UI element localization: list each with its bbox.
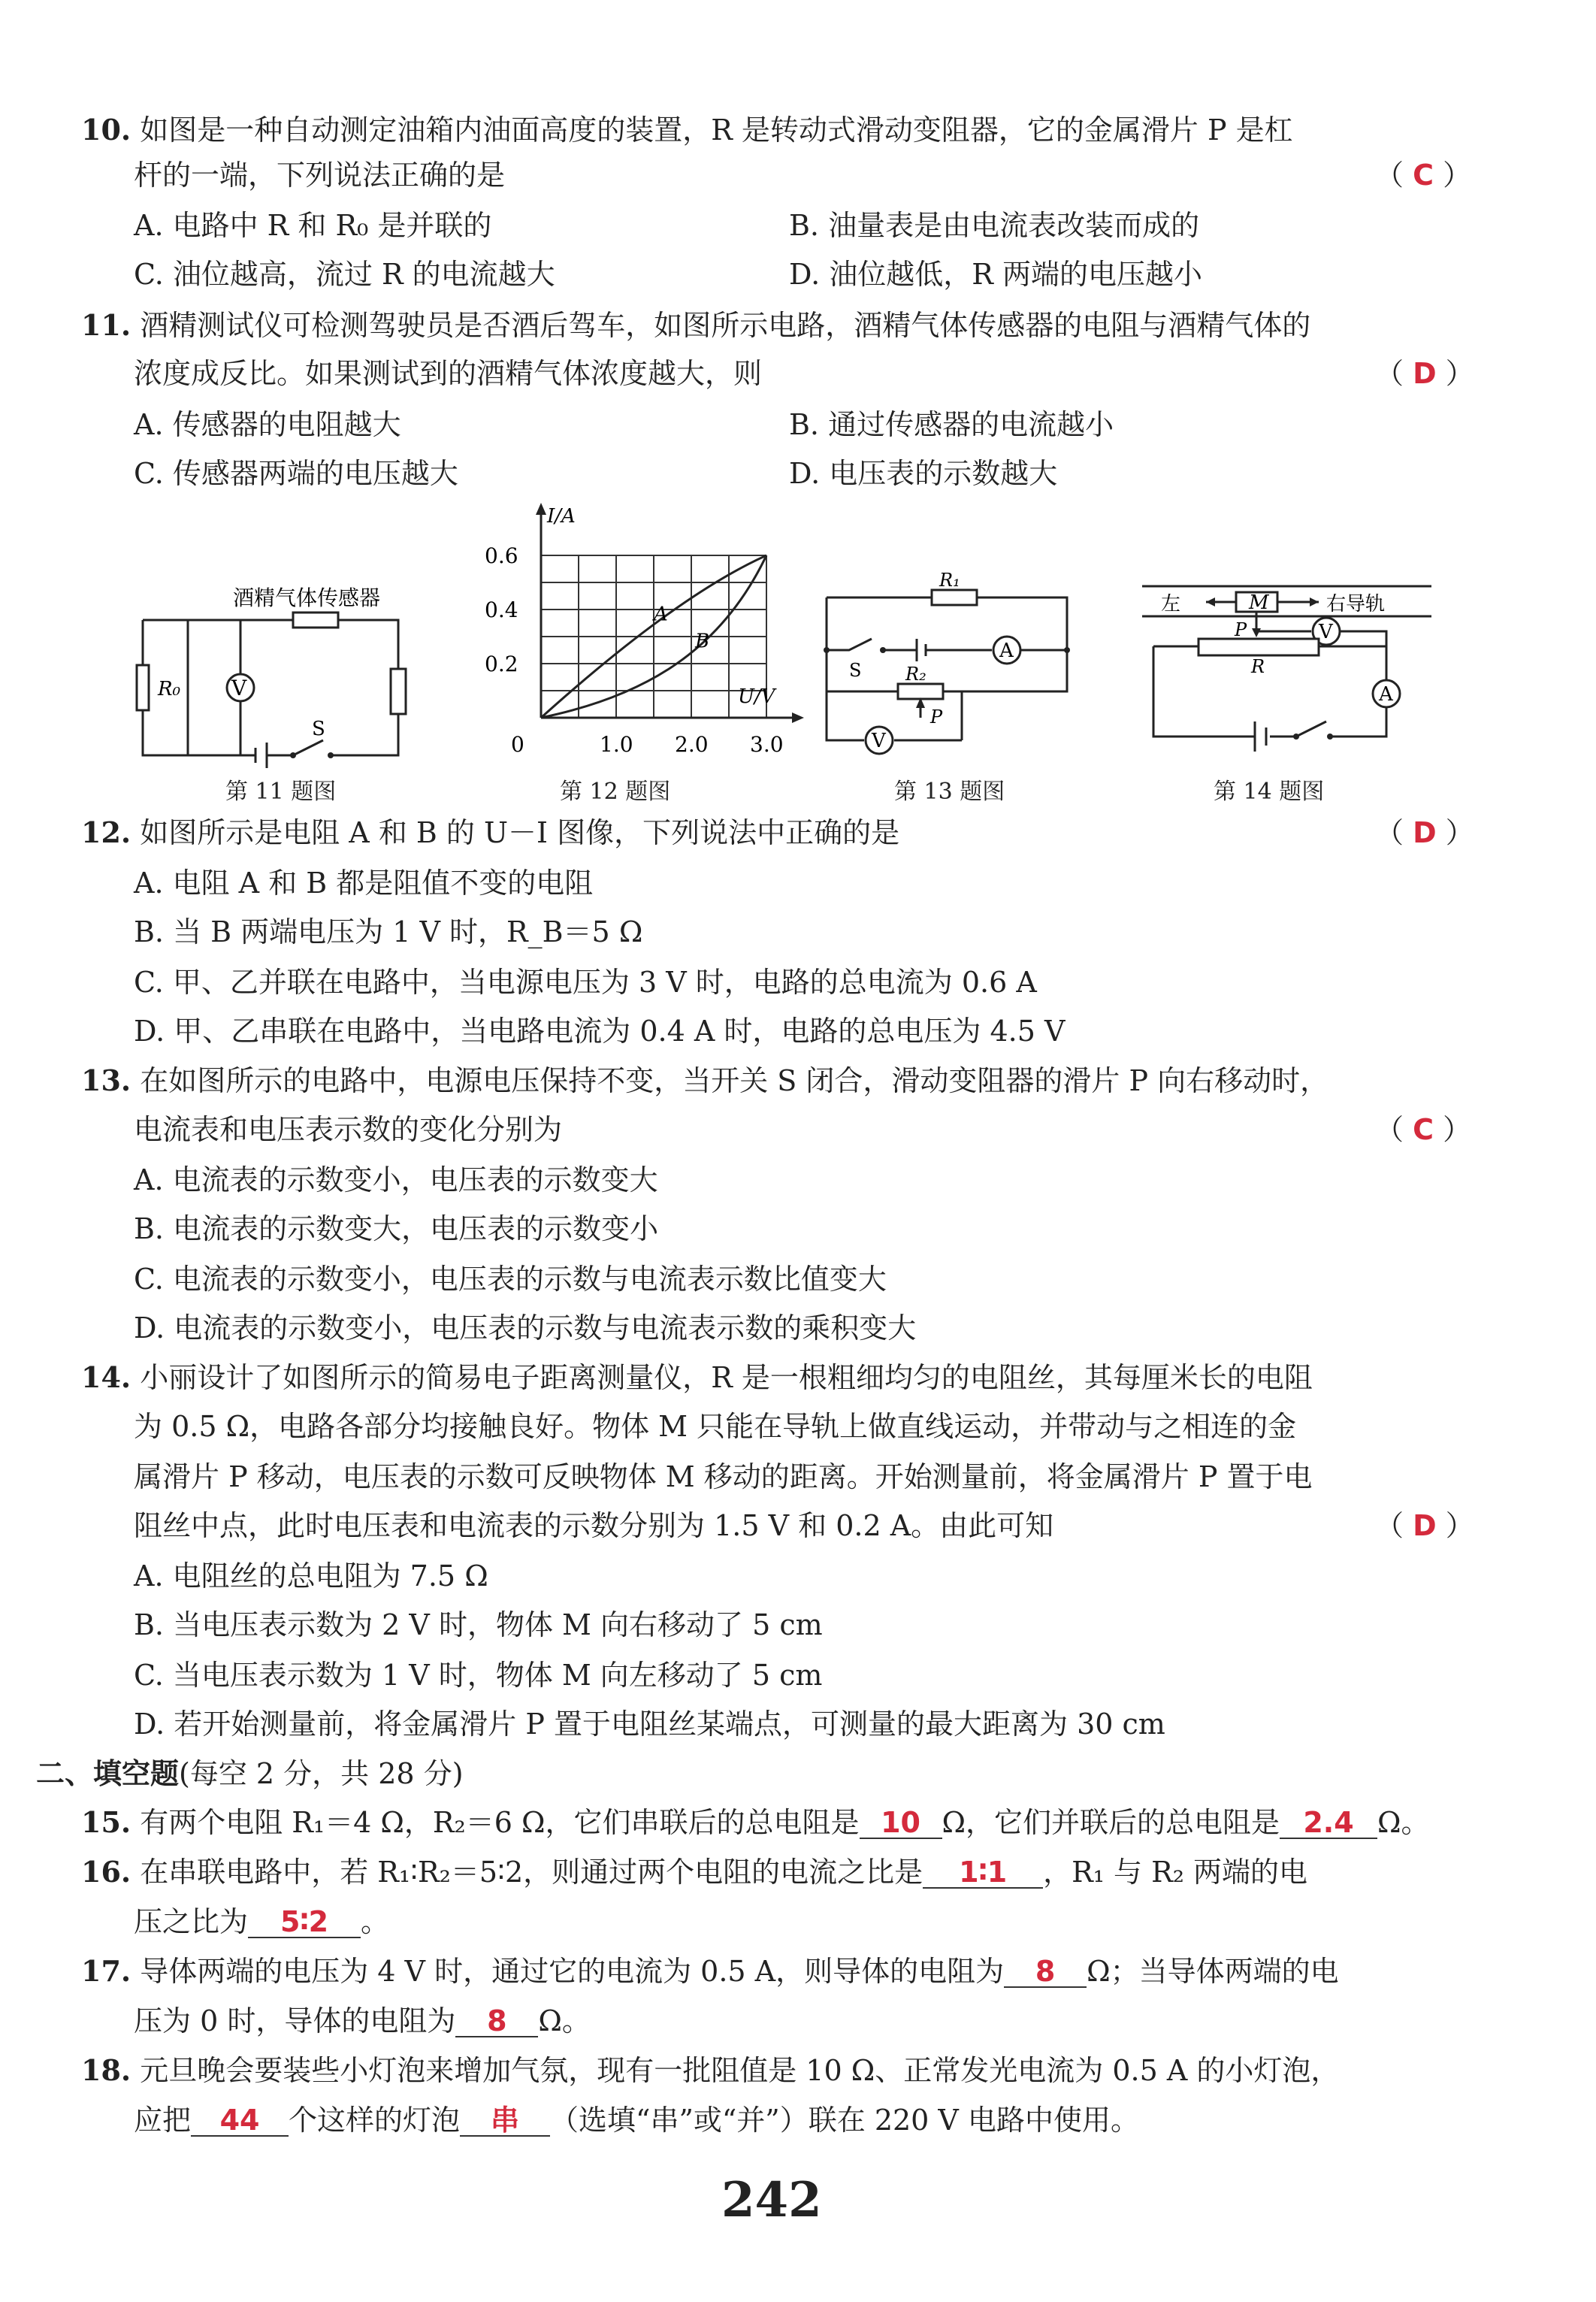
q16-blank2: 5∶2 [248, 1907, 361, 1938]
q10-option-a: A. 电路中 R 和 R₀ 是并联的 [134, 209, 492, 242]
q12-option-d: D. 甲、乙串联在电路中，当电路电流为 0.4 A 时，电路的总电压为 4.5 V [134, 1015, 1066, 1048]
q10-line1: 10. 如图是一种自动测定油箱内油面高度的装置，R 是转动式滑动变阻器，它的金属滑片 P 是杠 [81, 113, 1293, 147]
q10-line2: 杆的一端，下列说法正确的是 [134, 159, 506, 192]
q14-option-b: B. 当电压表示数为 2 V 时，物体 M 向右移动了 5 cm [134, 1608, 823, 1641]
q15: 15. 有两个电阻 R₁＝4 Ω，R₂＝6 Ω，它们串联后的总电阻是 10 Ω，它们并联后的总电阻是 2.4 Ω。 [81, 1805, 1430, 1839]
q10-option-c: C. 油位越高，流过 R 的电流越大 [134, 258, 555, 291]
fig13-switch-label: S [849, 660, 862, 681]
q10-option-d: D. 油位越低，R 两端的电压越小 [789, 258, 1202, 291]
q13-answer: （ C ） [1375, 1113, 1472, 1146]
q11-answer: （ D ） [1375, 357, 1474, 390]
fig11-voltmeter-label: V [231, 676, 247, 700]
fig14-p-label: P [1235, 619, 1247, 640]
q14-line1: 14. 小丽设计了如图所示的简易电子距离测量仪，R 是一根粗细均匀的电阻丝，其每厘米长的电阻 [81, 1360, 1313, 1394]
q13-option-b: B. 电流表的示数变大，电压表的示数变小 [134, 1212, 659, 1245]
x-axis-arrow [792, 712, 804, 723]
q18-blank1: 44 [191, 2105, 289, 2137]
q14-option-a: A. 电阻丝的总电阻为 7.5 Ω [134, 1559, 488, 1593]
x-axis-label: U/V [738, 685, 775, 708]
fig14-circuit [1138, 579, 1439, 759]
q13-line2: 电流表和电压表示数的变化分别为 [134, 1113, 563, 1146]
q11-option-b: B. 通过传感器的电流越小 [789, 408, 1114, 441]
q10-answer: （ C ） [1375, 159, 1472, 192]
y-tick-label: 0.4 [485, 597, 518, 622]
fig14-caption: 第 14 题图 [1214, 779, 1325, 805]
y-tick-label: 0.2 [485, 652, 518, 676]
q13-option-c: C. 电流表的示数变小，电压表的示数与电流表示数比值变大 [134, 1263, 887, 1296]
fig14-left-label: 左 [1161, 593, 1181, 616]
q17-line2: 压为 0 时，导体的电阻为 8 Ω。 [134, 2004, 591, 2037]
page-number: 242 [721, 2172, 822, 2228]
fig14-rail-label: 右导轨 [1326, 593, 1386, 616]
curve-b-label: B [695, 630, 710, 653]
q17-blank1: 8 [1004, 1956, 1087, 1988]
fig11-switch-label: S [312, 718, 325, 740]
fig13-slider-label: P [930, 706, 943, 728]
q12-option-c: C. 甲、乙并联在电路中，当电源电压为 3 V 时，电路的总电流为 0.6 A [134, 966, 1037, 999]
q12-answer: （ D ） [1375, 816, 1474, 849]
q11-option-a: A. 传感器的电阻越大 [134, 408, 401, 441]
fig11-r0-label: R₀ [158, 678, 180, 700]
q15-blank1: 10 [860, 1807, 942, 1839]
q14-answer: （ D ） [1375, 1509, 1474, 1542]
fig11-circuit [143, 579, 428, 767]
q13-option-a: A. 电流表的示数变小，电压表的示数变大 [134, 1163, 658, 1196]
q14-line3: 属滑片 P 移动，电压表的示数可反映物体 M 移动的距离。开始测量前，将金属滑片 P 置于电 [134, 1460, 1313, 1493]
q18-blank2: 串 [460, 2105, 550, 2137]
q10-option-b: B. 油量表是由电流表改装而成的 [789, 209, 1200, 242]
q11-option-d: D. 电压表的示数越大 [789, 457, 1058, 490]
q18-line2: 应把 44 个这样的灯泡 串 （选填“串”或“并”）联在 220 V 电路中使用。 [134, 2104, 1139, 2137]
q17-line1: 17. 导体两端的电压为 4 V 时，通过它的电流为 0.5 A，则导体的电阻为 8 Ω；当导体两端的电 [81, 1954, 1339, 1988]
fig13-circuit [819, 570, 1090, 759]
fig13-r1-label: R₁ [939, 570, 960, 591]
fig13-ammeter-label: A [999, 640, 1014, 662]
q14-option-d: D. 若开始测量前，将金属滑片 P 置于电阻丝某端点，可测量的最大距离为 30 cm [134, 1708, 1165, 1741]
q13-line1: 13. 在如图所示的电路中，电源电压保持不变，当开关 S 闭合，滑动变阻器的滑片 P 向右移动时， [81, 1063, 1329, 1097]
x-tick-label: 1.0 [600, 732, 633, 757]
q12-line1: 12. 如图所示是电阻 A 和 B 的 U－I 图像，下列说法中正确的是 [81, 815, 900, 849]
q18-line1: 18. 元旦晚会要装些小灯泡来增加气氛，现有一批阻值是 10 Ω、正常发光电流为 0.5 A 的小灯泡， [81, 2053, 1340, 2087]
origin-label: 0 [511, 732, 524, 757]
x-tick-label: 2.0 [675, 732, 709, 757]
section2-heading: 二、填空题(每空 2 分，共 28 分) [36, 1756, 464, 1790]
q14-line4: 阻丝中点，此时电压表和电流表的示数分别为 1.5 V 和 0.2 A。由此可知 [134, 1509, 1054, 1542]
fig14-r-label: R [1251, 656, 1265, 677]
y-tick-label: 0.6 [485, 543, 518, 568]
y-axis-label: I/A [547, 505, 576, 528]
q14-option-c: C. 当电压表示数为 1 V 时，物体 M 向左移动了 5 cm [134, 1659, 823, 1692]
curve-a-label: A [654, 603, 668, 626]
q13-option-d: D. 电流表的示数变小，电压表的示数与电流表示数的乘积变大 [134, 1311, 917, 1345]
q14-line2: 为 0.5 Ω，电路各部分均接触良好。物体 M 只能在导轨上做直线运动，并带动与之相连的金 [134, 1410, 1297, 1443]
q12-option-a: A. 电阻 A 和 B 都是阻值不变的电阻 [134, 867, 594, 900]
fig11-sensor-label: 酒精气体传感器 [233, 585, 381, 610]
fig14-ammeter-label: A [1379, 683, 1393, 706]
fig13-voltmeter-label: V [872, 730, 886, 752]
q16-line1: 16. 在串联电路中，若 R₁∶R₂＝5∶2，则通过两个电阻的电流之比是 1∶1 ，R₁ 与 R₂ 两端的电 [81, 1855, 1308, 1889]
q17-blank2: 8 [455, 2006, 538, 2037]
fig12-caption: 第 12 题图 [560, 779, 671, 805]
q11-line1: 11. 酒精测试仪可检测驾驶员是否酒后驾车，如图所示电路，酒精气体传感器的电阻与酒精气体的 [81, 308, 1311, 342]
q12-option-b: B. 当 B 两端电压为 1 V 时，R_B＝5 Ω [134, 915, 643, 948]
x-tick-label: 3.0 [750, 732, 784, 757]
q11-option-c: C. 传感器两端的电压越大 [134, 457, 458, 490]
fig13-caption: 第 13 题图 [894, 779, 1005, 805]
q16-blank1: 1∶1 [923, 1857, 1043, 1889]
y-axis-arrow [536, 503, 546, 515]
q16-line2: 压之比为 5∶2 。 [134, 1905, 390, 1938]
fig11-caption: 第 11 题图 [225, 779, 337, 805]
fig13-r2-label: R₂ [905, 664, 926, 685]
fig12-chart [466, 500, 784, 759]
q11-line2: 浓度成反比。如果测试到的酒精气体浓度越大，则 [134, 357, 763, 390]
q15-blank2: 2.4 [1280, 1807, 1377, 1839]
fig14-voltmeter-label: V [1319, 621, 1333, 643]
fig14-m-label: M [1249, 591, 1269, 614]
